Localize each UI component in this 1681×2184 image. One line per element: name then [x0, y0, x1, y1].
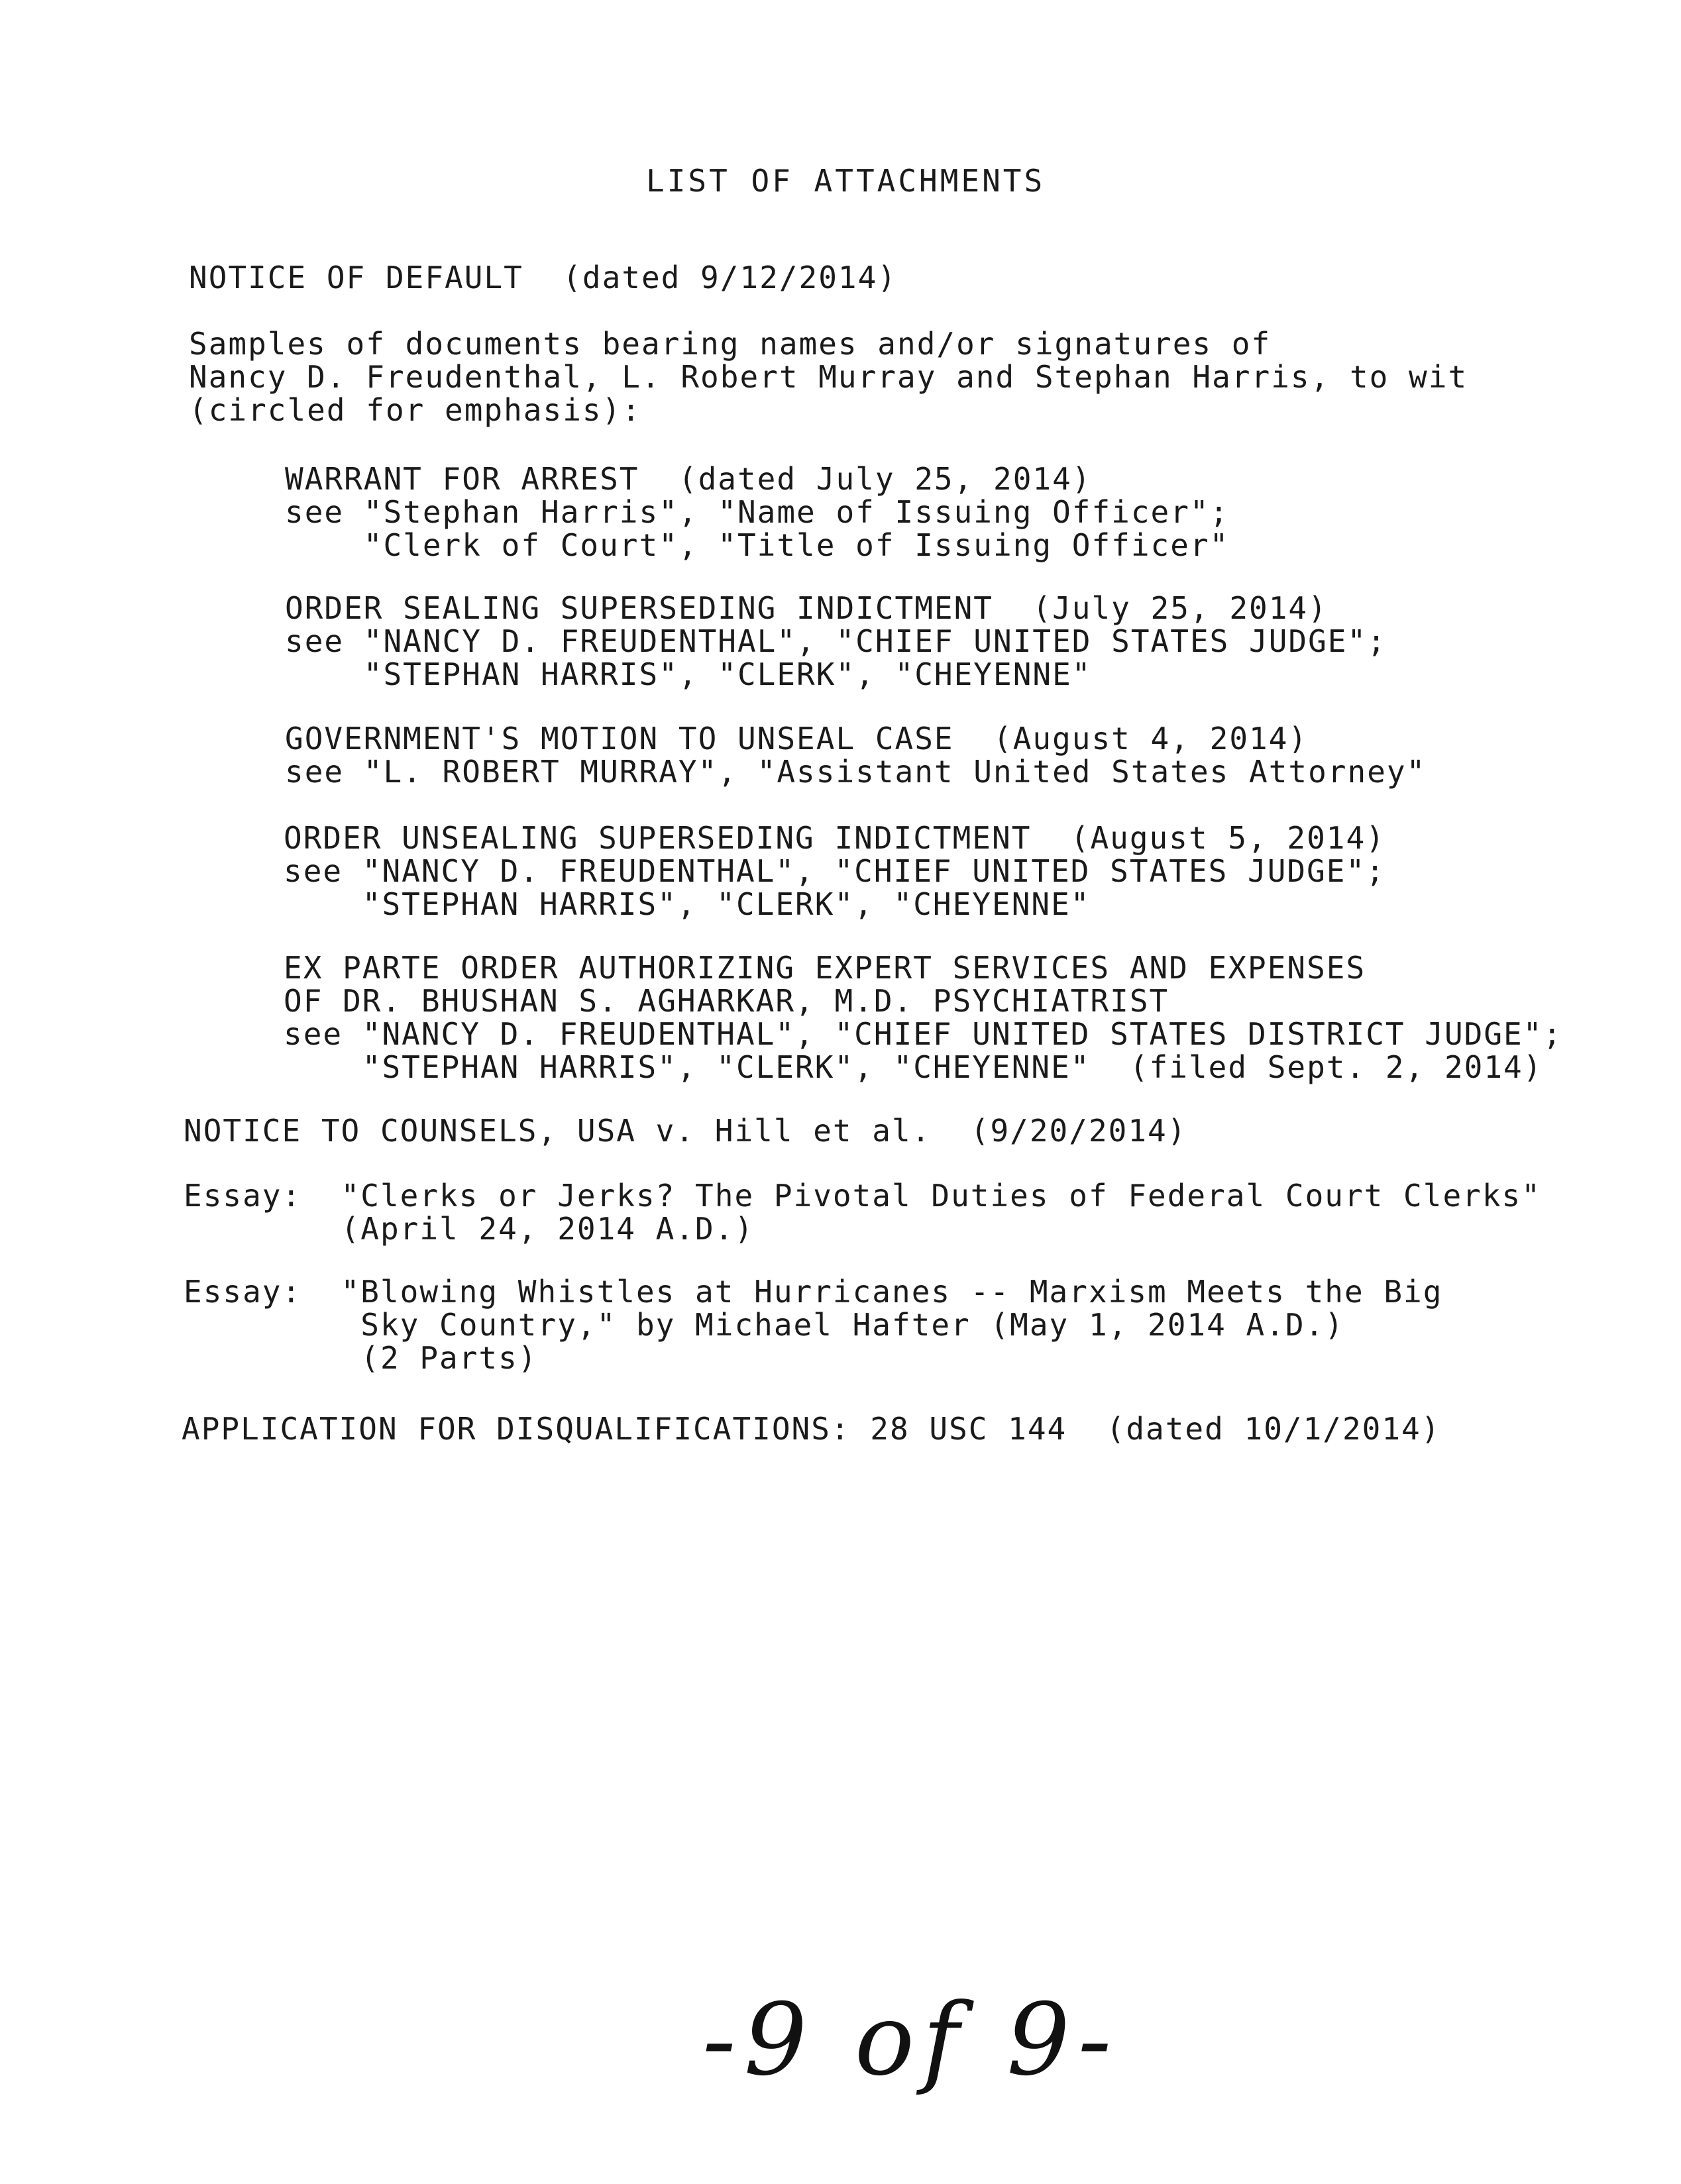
document-title: LIST OF ATTACHMENTS	[646, 163, 1046, 199]
essay-line: (April 24, 2014 A.D.)	[184, 1211, 755, 1247]
samples-intro-line: (circled for emphasis):	[189, 392, 641, 428]
sample-line: see "L. ROBERT MURRAY", "Assistant United States Attorney"	[285, 754, 1427, 790]
sample-line: WARRANT FOR ARREST (dated July 25, 2014)	[285, 461, 1092, 497]
essay-line: Essay: "Blowing Whistles at Hurricanes -- Marxism Meets the Big	[184, 1274, 1443, 1310]
samples-intro-line: Samples of documents bearing names and/or signatures of	[189, 326, 1272, 362]
sample-line: "STEPHAN HARRIS", "CLERK", "CHEYENNE" (filed Sept. 2, 2014)	[284, 1049, 1543, 1085]
application-for-disqualifications: APPLICATION FOR DISQUALIFICATIONS: 28 USC 144 (dated 10/1/2014)	[182, 1411, 1441, 1447]
notice-of-default: NOTICE OF DEFAULT (dated 9/12/2014)	[189, 260, 897, 295]
sample-line: see "NANCY D. FREUDENTHAL", "CHIEF UNITED STATES JUDGE";	[285, 623, 1387, 659]
essay-line: Sky Country," by Michael Hafter (May 1, 2014 A.D.)	[184, 1307, 1344, 1343]
sample-line: OF DR. BHUSHAN S. AGHARKAR, M.D. PSYCHIATRIST	[284, 983, 1169, 1019]
sample-line: "STEPHAN HARRIS", "CLERK", "CHEYENNE"	[285, 656, 1092, 692]
handwritten-page-marker: -9 of 9-	[702, 1983, 1120, 2098]
sample-line: ORDER SEALING SUPERSEDING INDICTMENT (July 25, 2014)	[285, 590, 1328, 626]
sample-line: GOVERNMENT'S MOTION TO UNSEAL CASE (August 4, 2014)	[285, 721, 1309, 756]
sample-line: see "NANCY D. FREUDENTHAL", "CHIEF UNITED STATES JUDGE";	[284, 853, 1385, 889]
notice-to-counsels: NOTICE TO COUNSELS, USA v. Hill et al. (9/20/2014)	[184, 1113, 1187, 1149]
essay-line: Essay: "Clerks or Jerks? The Pivotal Duties of Federal Court Clerks"	[184, 1178, 1541, 1214]
samples-intro-line: Nancy D. Freudenthal, L. Robert Murray and Stephan Harris, to wit	[189, 359, 1468, 395]
sample-line: EX PARTE ORDER AUTHORIZING EXPERT SERVICES AND EXPENSES	[284, 950, 1366, 986]
sample-line: ORDER UNSEALING SUPERSEDING INDICTMENT (August 5, 2014)	[284, 820, 1385, 856]
sample-line: see "NANCY D. FREUDENTHAL", "CHIEF UNITED STATES DISTRICT JUDGE";	[284, 1016, 1563, 1052]
essay-line: (2 Parts)	[184, 1340, 538, 1376]
sample-line: "Clerk of Court", "Title of Issuing Officer"	[285, 527, 1230, 563]
sample-line: see "Stephan Harris", "Name of Issuing Officer";	[285, 494, 1230, 530]
sample-line: "STEPHAN HARRIS", "CLERK", "CHEYENNE"	[284, 886, 1091, 922]
